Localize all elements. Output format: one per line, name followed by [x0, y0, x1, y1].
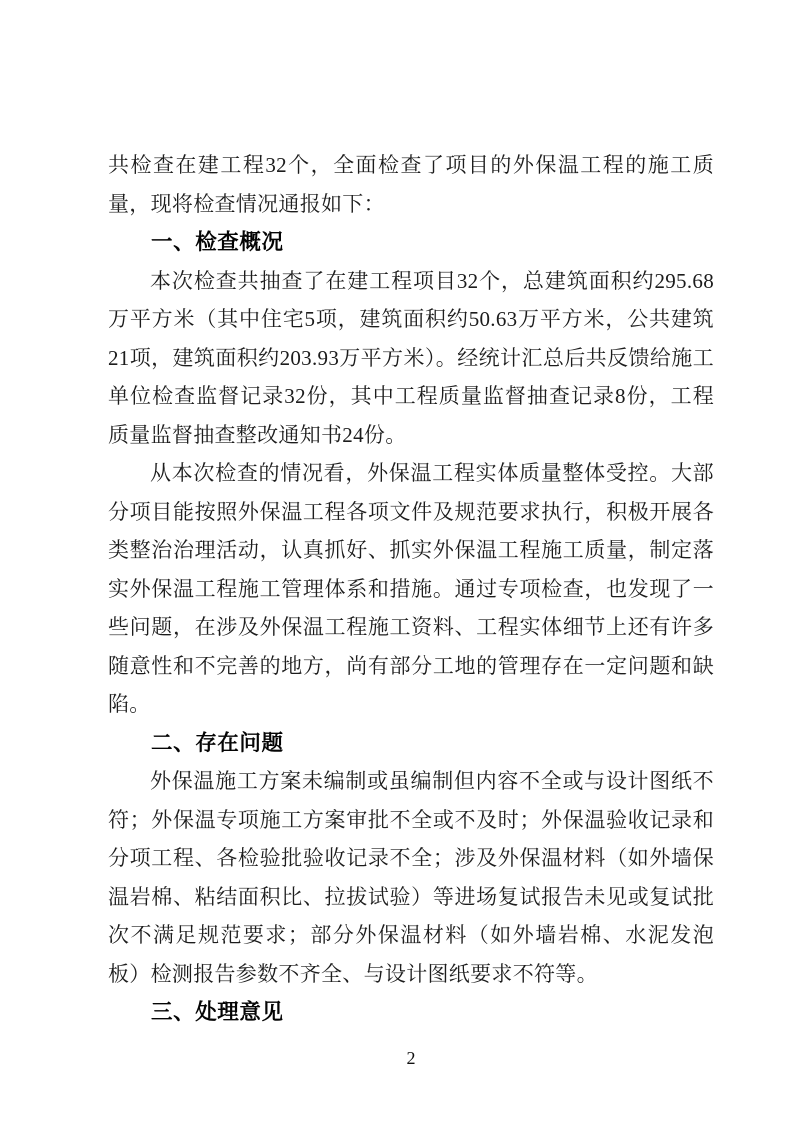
section-heading: 三、处理意见: [151, 1000, 284, 1024]
document-body: [108, 146, 714, 1032]
section-heading: 二、存在问题: [151, 730, 284, 755]
page-number: 2: [406, 1048, 416, 1068]
body-paragraph: 本次检查共抽查了在建工程项目32个，总建筑面积约295.68万平方米（其中住宅5项，建筑面积约50.63万平方米，公共建筑21项，建筑面积约203.93万平方米）。经统计汇总后共反馈给施工单位检查监督记录32份，其中工程质量监督抽查记录8份，工程质量监督抽查整改通知书24份。: [108, 268, 714, 447]
section-heading: 一、检查概况: [151, 230, 284, 254]
body-paragraph: 从本次检查的情况看，外保温工程实体质量整体受控。大部分项目能按照外保温工程各项文件及规范要求执行，积极开展各类整治治理活动，认真抓好、抓实外保温工程施工质量，制定落实外保温工程施工管理体系和措施。通过专项检查，也发现了一些问题，在涉及外保温工程施工资料、工程实体细节上还有许多随意性和不完善的地方，尚有部分工地的管理存在一定问题和缺陷。: [108, 461, 714, 716]
body-paragraph: 共检查在建工程32个，全面检查了项目的外保温工程的施工质量，现将检查情况通报如下：: [108, 153, 714, 216]
body-paragraph: 外保温施工方案未编制或虽编制但内容不全或与设计图纸不符；外保温专项施工方案审批不全或不及时；外保温验收记录和分项工程、各检验批验收记录不全；涉及外保温材料（如外墙保温岩棉、粘结面积比、拉拔试验）等进场复试报告未见或复试批次不满足规范要求；部分外保温材料（如外墙岩棉、水泥发泡板）检测报告参数不齐全、与设计图纸要求不符等。: [108, 769, 714, 986]
